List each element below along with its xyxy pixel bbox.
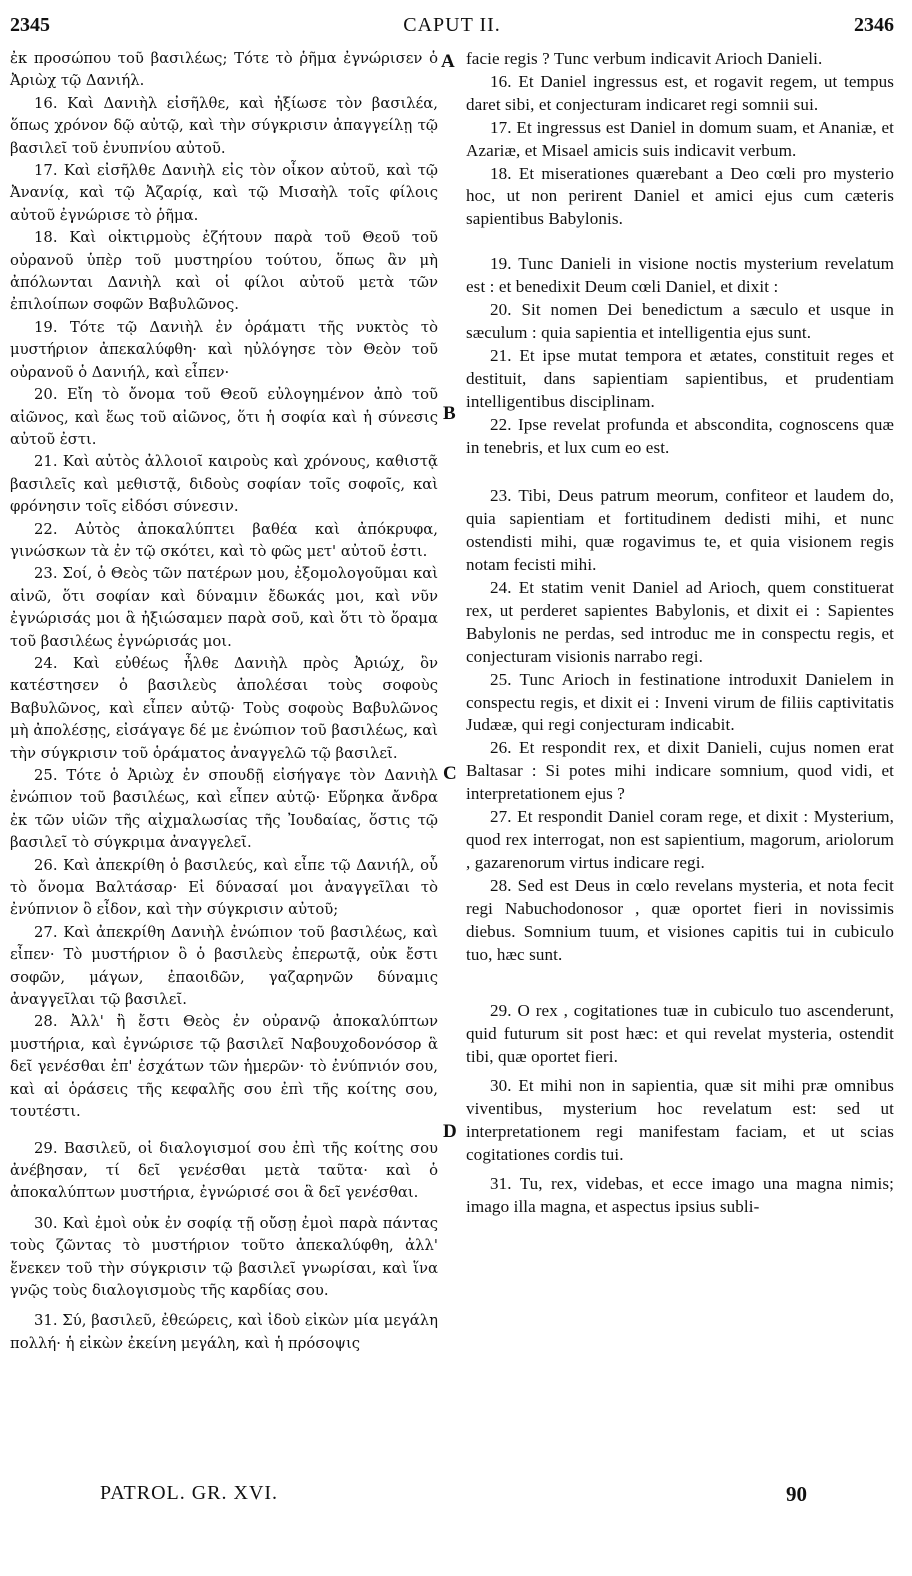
latin-verse: 30. Et mihi non in sapientia, quæ sit mihi præ omnibus viventibus, mysterium hoc revelatum est: sed ut interpretationem regi manifestam faciam, et ut scias cogitationes cordis tui. [466,1076,894,1164]
greek-verse: 31. Σύ, βασιλεῦ, ἐθεώρεις, καὶ ἰδοὺ εἰκὼν μία μεγάλη πολλή· ἡ εἰκὼν ἐκείνη μεγάλη, καὶ ἡ πρόσοψις [10,1312,438,1352]
greek-verse: 18. Καὶ οἰκτιρμοὺς ἐζήτουν παρὰ τοῦ Θεοῦ τοῦ οὐρανοῦ ὑπὲρ τοῦ μυστηρίου τούτου, ὅπως ἂν μὴ ἀπόλωνται Δανιὴλ καὶ οἱ φίλοι αὐτοῦ μετὰ τῶν ἐπιλοίπων σοφῶν Βαβυλῶνος. [10,229,438,314]
margin-marker-c: C [443,763,457,784]
greek-verse: 30. Καὶ ἐμοὶ οὐκ ἐν σοφίᾳ τῇ οὔσῃ ἐμοὶ παρὰ πάντας τοὺς ζῶντας τὸ μυστήριον τοῦτο ἀπεκαλύφθη, ἀλλ' ἕνεκεν τοῦ τὴν σύγκρισιν τῷ βασιλεῖ γνωρίσαι, καὶ ἵνα γνῷς τοὺς διαλογισμοὺς τῆς καρδίας σου. [10,1214,438,1299]
latin-column [466,48,894,1219]
latin-verse: 17. Et ingressus est Daniel in domum suam, et Ananiæ, et Azariæ, et Misael amicis suis indicavit verbum. [466,117,894,160]
latin-verse: 26. Et respondit rex, et dixit Danieli, cujus nomen erat Baltasar : Si potes mihi indicare somnium, quod vidi, et interpretationem ejus ? [466,738,894,804]
latin-verse: 20. Sit nomen Dei benedictum a sæculo et usque in sæculum : quia sapientia et intelligentia ejus sunt. [466,300,894,342]
greek-verse: 16. Καὶ Δανιὴλ εἰσῆλθε, καὶ ἠξίωσε τὸν βασιλέα, ὅπως χρόνον δῷ αὐτῷ, καὶ τὴν σύγκρισιν ἀπαγγείλῃ τῷ βασιλεῖ τοῦ ἐνυπνίου αὐτοῦ. [10,94,438,157]
greek-verse: 27. Καὶ ἀπεκρίθη Δανιὴλ ἐνώπιον τοῦ βασιλέως, καὶ εἶπεν· Τὸ μυστήριον ὃ ὁ βασιλεὺς ἐπερωτᾷ, οὐκ ἔστι σοφῶν, μάγων, ἐπαοιδῶν, γαζαρηνῶν δύναμις ἀναγγεῖλαι τῷ βασιλεῖ. [10,923,438,1009]
margin-marker-b: B [443,403,456,424]
latin-verse: 29. O rex , cogitationes tuæ in cubiculo tuo ascenderunt, quid futurum sit post hæc: et qui revelat mysteria, ostendit tibi, quæ oportet fieri. [466,1001,894,1067]
greek-verse: 24. Καὶ εὐθέως ἦλθε Δανιὴλ πρὸς Ἀριώχ, ὃν κατέστησεν ὁ βασιλεὺς ἀπολέσαι τοὺς σοφοὺς Βαβυλῶνος, καὶ εἶπεν αὐτῷ· Τοὺς σοφοὺς Βαβυλῶνος μὴ ἀπολέσῃς, εἰσάγαγε δέ με ἐνώπιον τοῦ βασιλέως, καὶ τὴν σύγκρισιν τοῦ ὁράματος ἀναγγελῶ τῷ βασιλεῖ. [10,654,438,762]
greek-verse: 25. Τότε ὁ Ἀριὼχ ἐν σπουδῇ εἰσήγαγε τὸν Δανιὴλ ἐνώπιον τοῦ βασιλέως, καὶ εἶπεν αὐτῷ· Εὕρηκα ἄνδρα ἐκ τῶν υἱῶν τῆς αἰχμαλωσίας τῆς Ἰουδαίας, ὅστις τῷ βασιλεῖ τὸ σύγκριμα ἀναγγελεῖ. [10,767,438,852]
left-column-number: 2345 [10,14,50,36]
greek-verse: 23. Σοί, ὁ Θεὸς τῶν πατέρων μου, ἐξομολογοῦμαι καὶ αἰνῶ, ὅτι σοφίαν καὶ δύναμιν ἔδωκάς μοι, καὶ νῦν ἐγνώρισάς μοι ἃ ἠξιώσαμεν παρὰ σοῦ, καὶ ὅτι τὸ ὅραμα τοῦ βασιλέως ἐγνώρισάς μοι. [10,565,438,650]
greek-verse: 29. Βασιλεῦ, οἱ διαλογισμοί σου ἐπὶ τῆς κοίτης σου ἀνέβησαν, τί δεῖ γενέσθαι μετὰ ταῦτα· καὶ ὁ ἀποκαλύπτων μυστήρια, ἐγνώρισέ σοι ἃ δεῖ γενέσθαι. [10,1139,438,1202]
margin-marker-d: D [443,1121,457,1142]
margin-marker-a: A [441,51,455,72]
greek-verse: 28. Ἀλλ' ἢ ἔστι Θεὸς ἐν οὐρανῷ ἀποκαλύπτων μυστήρια, καὶ ἐγνώρισε τῷ βασιλεῖ Ναβουχοδονόσορ ἃ δεῖ γενέσθαι ἐπ' ἐσχάτων τῶν ἡμερῶν· τὸ ἐνύπνιόν σου, καὶ αἱ ὁράσεις τῆς κεφαλῆς σου ἐπὶ τῆς κοίτης σου, τουτέστι. [10,1013,438,1121]
series-signature: PATROL. GR. XVI. [100,1482,279,1504]
greek-verse: 17. Καὶ εἰσῆλθε Δανιὴλ εἰς τὸν οἶκον αὐτοῦ, καὶ τῷ Ἀνανίᾳ, καὶ τῷ Ἀζαρίᾳ, καὶ τῷ Μισαὴλ τοῖς φίλοις αὐτοῦ ἐγνώρισε τὸ ῥῆμα. [10,162,438,224]
chapter-title: CAPUT II. [403,14,501,36]
latin-verse: 16. Et Daniel ingressus est, et rogavit regem, ut tempus daret sibi, et conjecturam indicaret regi somnii sui. [466,71,894,114]
latin-verse: 25. Tunc Arioch in festinatione introduxit Danielem in conspectu regis, et dixit ei : Inveni virum de filiis captivitatis Judææ, qui regi conjecturam indicabit. [466,669,894,735]
running-header [10,10,894,40]
latin-verse: 31. Tu, rex, videbas, et ecce imago una magna nimis; imago illa magna, et aspectus ipsius subli- [466,1173,894,1216]
page-number: 90 [786,1482,807,1506]
latin-verse: 24. Et statim venit Daniel ad Arioch, quem constituerat rex, ut perderet sapientes Babylonis, et dixit ei : Sapientes Babylonis ne perdas, sed introduc me in conspectu regis, et conjecturam visionis narrabo regi. [466,578,894,666]
latin-verse: 18. Et miserationes quærebant a Deo cœli pro mysterio hoc, ut non perirent Daniel et amici ejus cum cæteris sapientibus Babylonis. [466,163,894,229]
greek-verse: 20. Εἴη τὸ ὄνομα τοῦ Θεοῦ εὐλογημένον ἀπὸ τοῦ αἰῶνος, καὶ ἕως τοῦ αἰῶνος, ὅτι ἡ σοφία καὶ ἡ σύνεσις αὐτοῦ ἐστι. [10,386,438,448]
latin-verse: 19. Tunc Danieli in visione noctis mysterium revelatum est : et benedixit Deum cœli Daniel, et dixit : [466,254,894,297]
greek-verse: 22. Αὐτὸς ἀποκαλύπτει βαθέα καὶ ἀπόκρυφα, γινώσκων τὰ ἐν τῷ σκότει, καὶ τὸ φῶς μετ' αὐτοῦ ἐστι. [10,520,438,560]
greek-verse: 21. Καὶ αὐτὸς ἀλλοιοῖ καιροὺς καὶ χρόνους, καθιστᾷ βασιλεῖς καὶ μεθιστᾷ, διδοὺς σοφίαν τοῖς σοφοῖς, καὶ φρόνησιν τοῖς εἰδόσι σύνεσιν. [10,453,438,516]
greek-verse: 26. Καὶ ἀπεκρίθη ὁ βασιλεύς, καὶ εἶπε τῷ Δανιήλ, οὗ τὸ ὄνομα Βαλτάσαρ· Εἰ δύνασαί μοι ἀναγγεῖλαι τὸ ἐνύπνιον ὃ εἶδον, καὶ τὴν σύγκρισιν αὐτοῦ; [10,856,438,919]
latin-verse: 21. Et ipse mutat tempora et ætates, constituit reges et destituit, dans sapientiam sapientibus, et prudentiam intelligentibus disciplinam. [466,345,894,411]
greek-verse: 19. Τότε τῷ Δανιὴλ ἐν ὁράματι τῆς νυκτὸς τὸ μυστήριον ἀπεκαλύφθη· καὶ ηὐλόγησε τὸν Θεὸν τοῦ οὐρανοῦ ὁ Δανιήλ, καὶ εἶπεν· [10,318,438,381]
latin-verse: 27. Et respondit Daniel coram rege, et dixit : Mysterium, quod rex interrogat, non est sapientium, magorum, ariolorum , gazarenorum virtus indicare regi. [466,807,894,872]
greek-column [10,48,438,1355]
latin-verse: 22. Ipse revelat profunda et abscondita, cognoscens quæ in tenebris, et lux cum eo est. [466,414,894,457]
greek-verse: ἐκ προσώπου τοῦ βασιλέως; Τότε τὸ ῥῆμα ἐγνώρισεν ὁ Ἀριὼχ τῷ Δανιήλ. [10,50,438,90]
latin-verse: 23. Tibi, Deus patrum meorum, confiteor et laudem do, quia sapientiam et fortitudinem dedisti mihi, et nunc ostendisti mihi, quæ rogavimus te, et quia visionem regis notam fecisti mihi. [466,486,894,575]
latin-verse: 28. Sed est Deus in cœlo revelans mysteria, et nota fecit regi Nabuchodonosor , quæ oportet fieri in novissimis diebus. Somnium tuum, et visiones capitis tui in cubiculo tuo, hæc sunt. [466,875,894,964]
right-column-number: 2346 [854,14,894,36]
latin-verse: facie regis ? Tunc verbum indicavit Arioch Danieli. [466,49,823,68]
